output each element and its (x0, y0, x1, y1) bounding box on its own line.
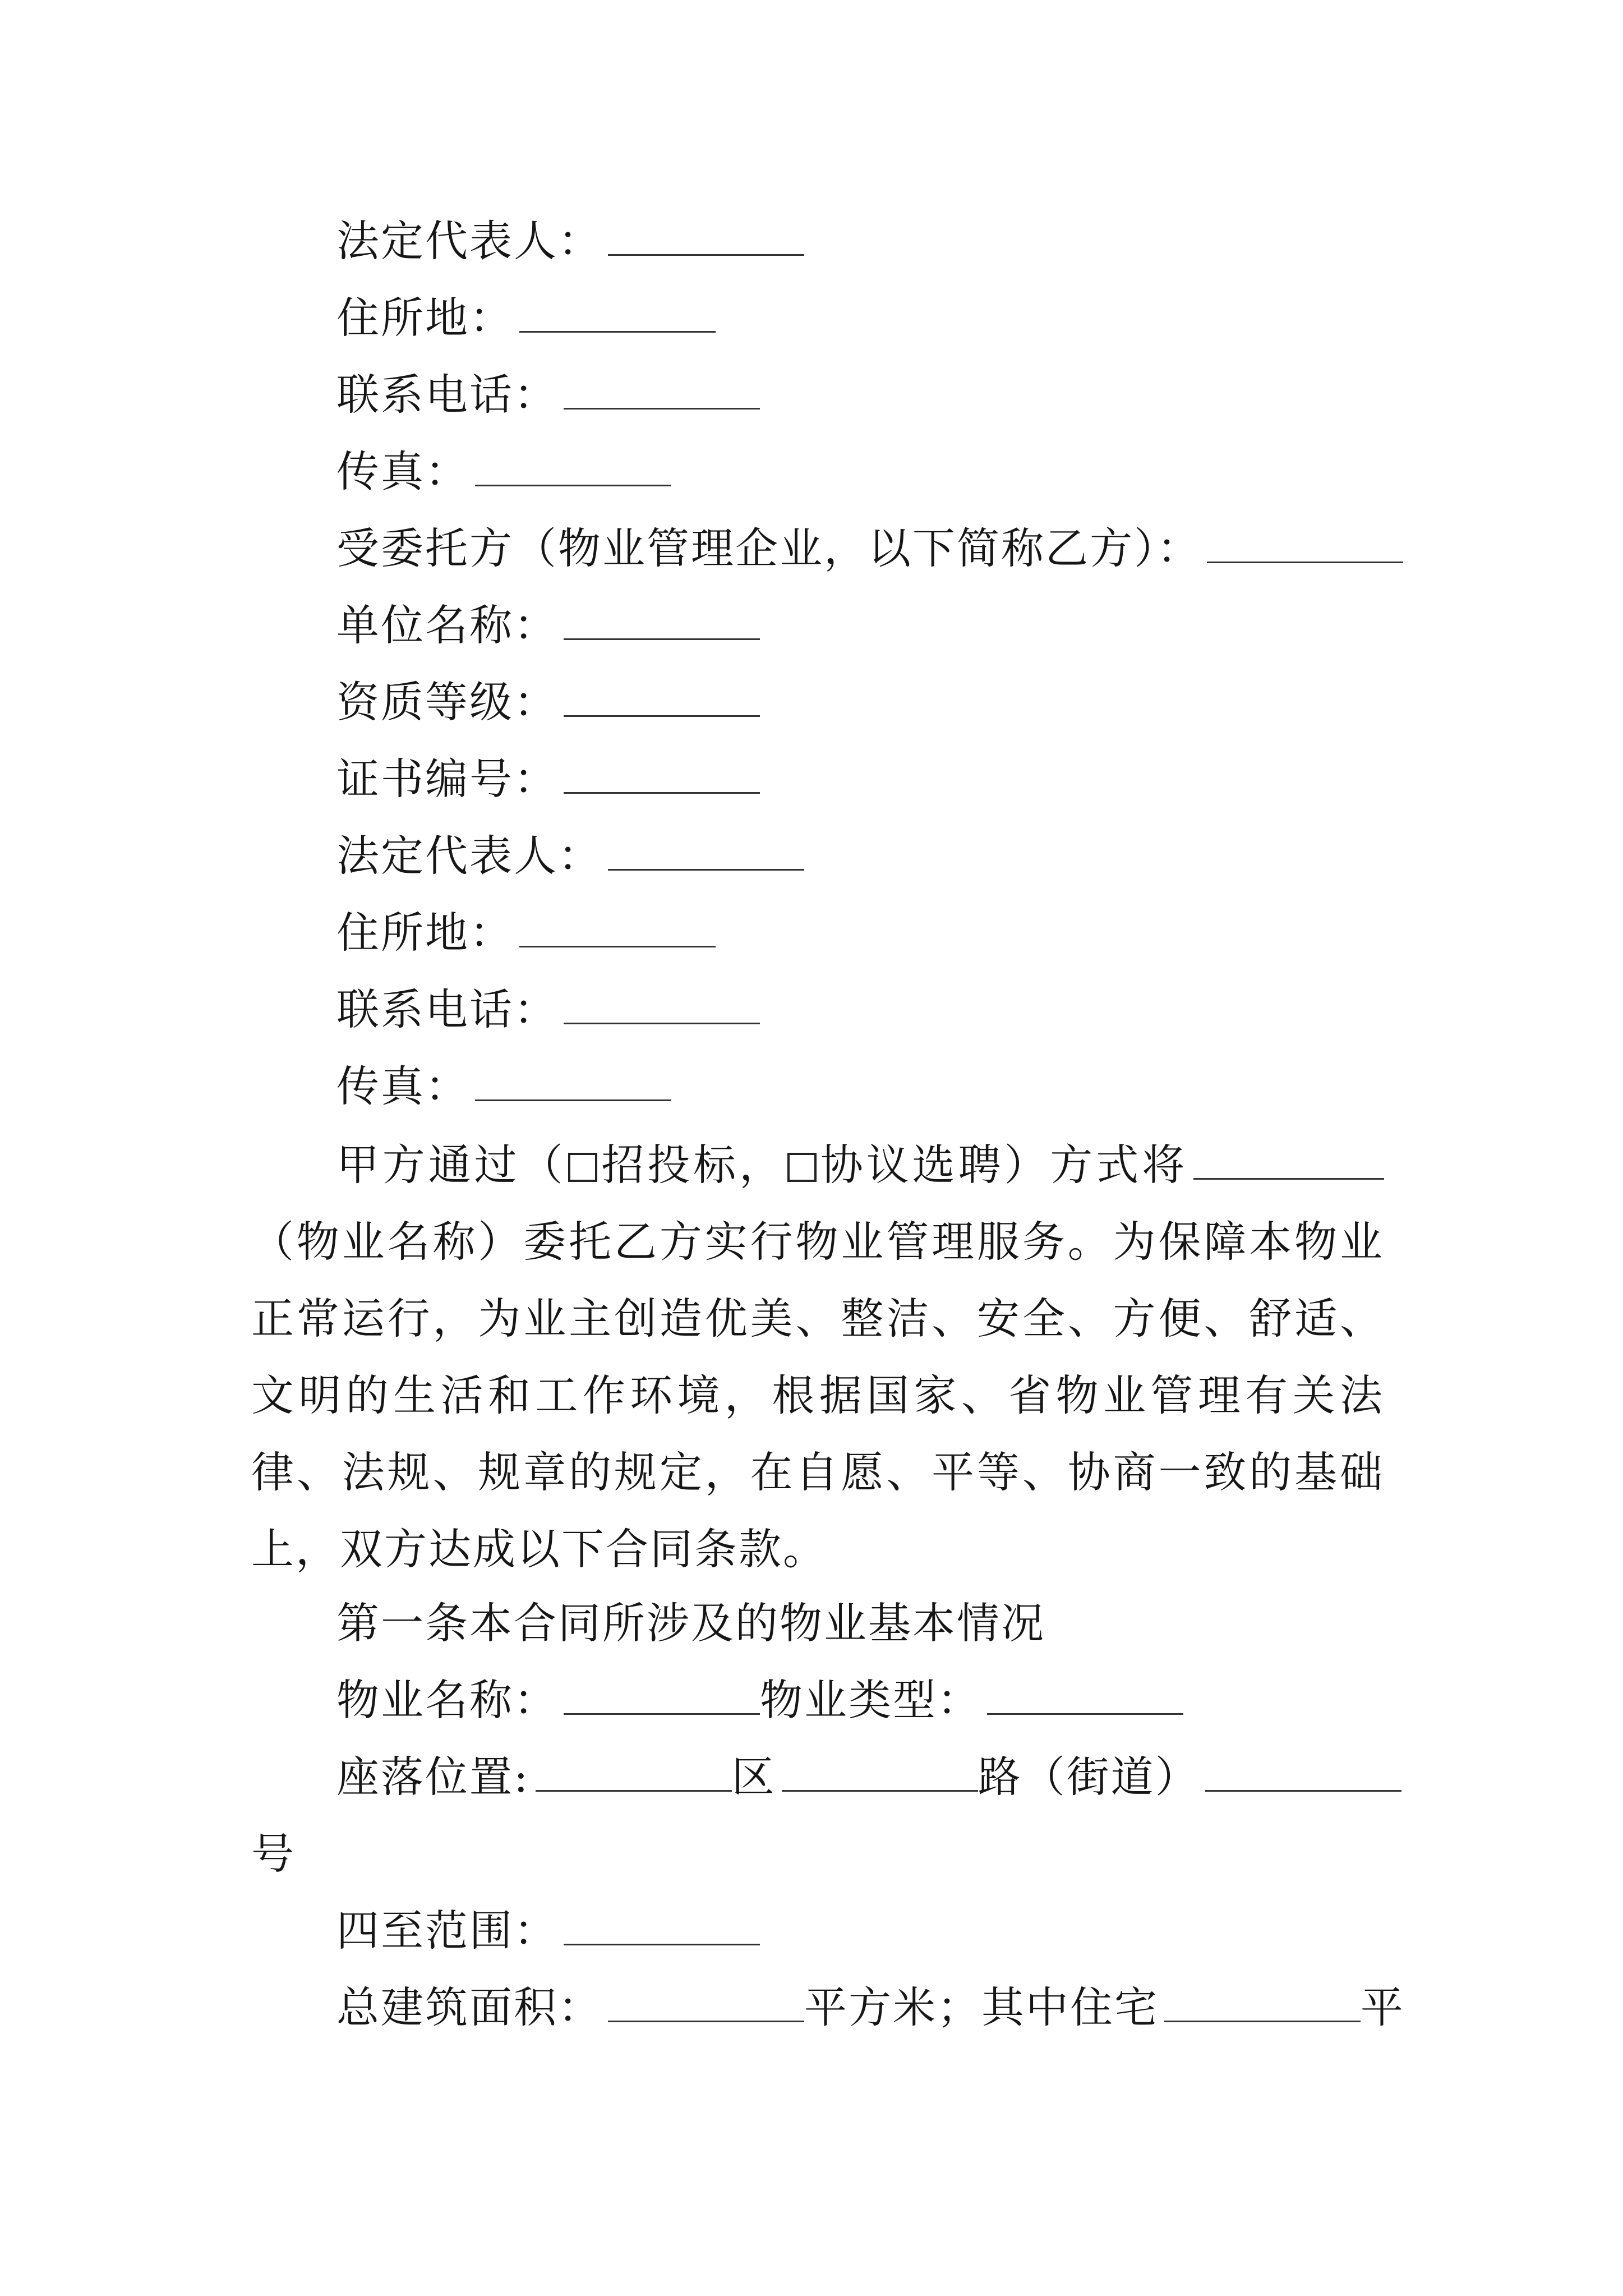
label: 资质等级： (336, 677, 558, 727)
party-b-fax (336, 1056, 671, 1117)
party-b-phone (336, 979, 760, 1041)
party-b-heading (336, 518, 1403, 579)
intro-paragraph (251, 1126, 1384, 1588)
fill-blank[interactable] (519, 296, 716, 333)
fill-blank[interactable] (1193, 1143, 1384, 1180)
label: 路（街道） (978, 1752, 1200, 1802)
party-b-address (336, 902, 716, 964)
fill-blank[interactable] (608, 1986, 804, 2022)
fill-blank[interactable] (564, 680, 760, 717)
label: 证书编号： (336, 754, 558, 804)
label: 传真： (336, 447, 469, 496)
label: 物业名称： (336, 1675, 558, 1725)
party-b-legal-rep (336, 825, 804, 887)
party-b-cert-no (336, 748, 760, 810)
label: 单位名称： (336, 600, 558, 650)
fill-blank[interactable] (475, 450, 671, 486)
fill-blank[interactable] (564, 373, 760, 409)
party-b-qualification (336, 671, 760, 733)
property-range (336, 1900, 760, 1962)
article-1-title: 第一条本合同所涉及的物业基本情况 (336, 1598, 1045, 1648)
label: 联系电话： (336, 370, 558, 420)
fill-blank[interactable] (1164, 1986, 1361, 2022)
intro-text-1: 甲方通过（ (336, 1140, 566, 1190)
fill-blank[interactable] (1205, 1755, 1401, 1792)
intro-option-1: 招投标， (600, 1140, 785, 1190)
intro-text-2: （物业名称）委托乙方实行物业管理服务。为保障本物业正常运行，为业主创造优美、整洁、安全、方便、舒适、文明的生活和工作环境，根据国家、省物业管理有关法律、法规、规章的规定，在自愿、平等、协商一致的基础上，双方达成以下合同条款。 (251, 1217, 1384, 1574)
fill-blank[interactable] (987, 1678, 1183, 1715)
label: 区 (731, 1752, 776, 1802)
fill-blank[interactable] (564, 604, 760, 640)
fill-blank[interactable] (608, 834, 804, 871)
fill-blank[interactable] (782, 1755, 978, 1792)
fill-blank[interactable] (564, 1678, 760, 1715)
total-area (336, 1977, 1405, 2039)
party-a-fax (336, 441, 671, 503)
fill-blank[interactable] (564, 988, 760, 1024)
fill-blank[interactable] (1207, 527, 1403, 563)
label: 平 (1361, 1982, 1405, 2032)
label: 法定代表人： (336, 831, 602, 881)
property-name-type (336, 1669, 1183, 1731)
party-a-address (336, 287, 716, 349)
checkbox-agreement[interactable] (787, 1153, 817, 1182)
fill-blank[interactable] (564, 757, 760, 794)
label: 住所地： (336, 293, 514, 343)
party-a-legal-rep (336, 210, 804, 272)
label: 平方米；其中住宅 (804, 1982, 1159, 2032)
checkbox-tender[interactable] (568, 1153, 597, 1182)
party-a-phone (336, 364, 760, 426)
label: 受委托方（物业管理企业，以下简称乙方）： (336, 523, 1201, 573)
fill-blank[interactable] (564, 1909, 760, 1945)
label: 住所地： (336, 908, 514, 958)
location-number: 号 (251, 1829, 296, 1879)
label: 总建筑面积： (336, 1982, 602, 2032)
label: 法定代表人： (336, 216, 602, 266)
fill-blank[interactable] (519, 911, 716, 947)
label: 四至范围： (336, 1906, 558, 1955)
party-b-unit-name (336, 595, 760, 656)
property-location (336, 1746, 1401, 1808)
fill-blank[interactable] (475, 1065, 671, 1101)
fill-blank[interactable] (608, 219, 804, 256)
label: 物业类型： (760, 1675, 981, 1725)
fill-blank[interactable] (536, 1755, 732, 1792)
label: 传真： (336, 1061, 469, 1111)
label: 联系电话： (336, 984, 558, 1034)
label: 座落位置: (336, 1752, 530, 1802)
intro-option-2: 协议选聘）方式将 (818, 1140, 1188, 1190)
